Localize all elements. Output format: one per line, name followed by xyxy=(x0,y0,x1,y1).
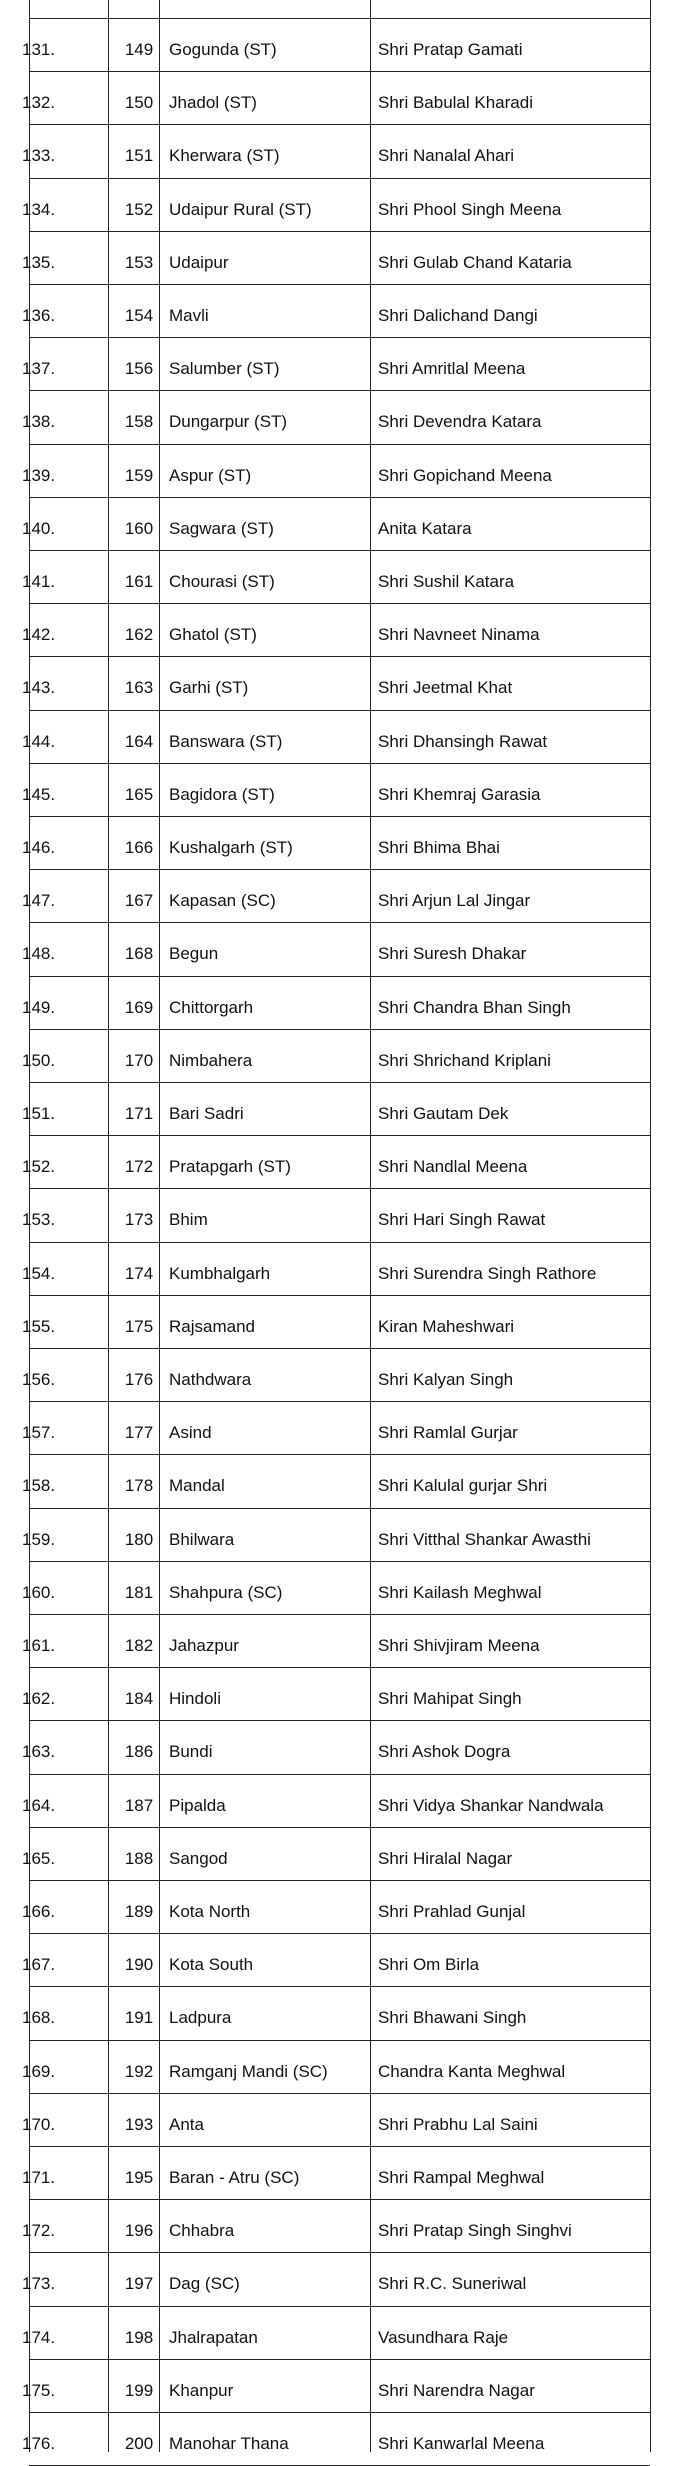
serial-number-cell: 154. xyxy=(22,1263,56,1283)
serial-number-cell: 144. xyxy=(22,731,56,751)
constituency-code-cell: 200 xyxy=(124,2434,154,2453)
constituency-code-cell: 174 xyxy=(124,1263,154,1283)
constituency-code-cell: 165 xyxy=(124,784,154,804)
constituency-code-cell: 153 xyxy=(124,252,154,272)
serial-number-cell: 156. xyxy=(22,1370,56,1389)
constituency-name-cell: Garhi (ST) xyxy=(169,678,249,698)
serial-number-cell: 133. xyxy=(22,146,56,166)
table-row xyxy=(0,284,700,337)
constituency-code-cell: 177 xyxy=(124,1423,154,1443)
member-name-cell: Shri Navneet Ninama xyxy=(378,625,540,645)
constituency-code-cell: 173 xyxy=(124,1210,154,1230)
constituency-code-cell: 176 xyxy=(124,1370,154,1389)
serial-number-cell: 174. xyxy=(22,2327,56,2347)
constituency-code-cell: 181 xyxy=(124,1582,154,1602)
member-name-cell: Shri Mahipat Singh xyxy=(378,1689,522,1709)
table-row xyxy=(0,1242,700,1295)
serial-number-cell: 153. xyxy=(22,1210,56,1230)
table-row xyxy=(0,1401,700,1454)
table-row xyxy=(0,1135,700,1188)
constituency-name-cell: Ramganj Mandi (SC) xyxy=(169,2061,328,2081)
member-name-cell: Shri Hari Singh Rawat xyxy=(378,1210,546,1230)
table-row xyxy=(0,1029,700,1082)
member-name-cell: Shri Amritlal Meena xyxy=(378,359,526,379)
table-row xyxy=(0,710,700,763)
member-name-cell: Shri Devendra Katara xyxy=(378,412,542,432)
constituency-name-cell: Mavli xyxy=(169,306,209,325)
table-row xyxy=(0,1880,700,1933)
member-name-cell: Shri Jeetmal Khat xyxy=(378,678,513,698)
serial-number-cell: 157. xyxy=(22,1423,56,1443)
member-name-cell: Shri Sushil Katara xyxy=(378,572,515,591)
table-row xyxy=(0,124,700,177)
constituency-code-cell: 178 xyxy=(124,1476,154,1496)
serial-number-cell: 143. xyxy=(22,678,56,698)
serial-number-cell: 167. xyxy=(22,1955,56,1975)
table-row xyxy=(0,390,700,443)
serial-number-cell: 165. xyxy=(22,1848,56,1868)
table-row xyxy=(0,444,700,497)
serial-number-cell: 149. xyxy=(22,997,56,1017)
table-row xyxy=(0,1986,700,2039)
serial-number-cell: 162. xyxy=(22,1689,56,1709)
serial-number-cell: 159. xyxy=(22,1529,56,1549)
serial-number-cell: 163. xyxy=(22,1742,56,1762)
serial-number-cell: 166. xyxy=(22,1902,56,1921)
constituency-name-cell: Sagwara (ST) xyxy=(169,518,274,538)
constituency-name-cell: Udaipur Rural (ST) xyxy=(169,199,312,219)
constituency-code-cell: 168 xyxy=(124,944,154,964)
table-row xyxy=(0,18,700,71)
constituency-code-cell: 195 xyxy=(124,2168,154,2187)
serial-number-cell: 147. xyxy=(22,891,56,911)
member-name-cell: Shri Shrichand Kriplani xyxy=(378,1050,551,1070)
table-row xyxy=(0,497,700,550)
serial-number-cell: 164. xyxy=(22,1795,56,1815)
constituency-code-cell: 158 xyxy=(124,412,154,432)
table-row xyxy=(0,1508,700,1561)
table-row xyxy=(0,1295,700,1348)
constituency-name-cell: Salumber (ST) xyxy=(169,359,280,379)
member-name-cell: Shri Vitthal Shankar Awasthi xyxy=(378,1529,591,1549)
member-name-cell: Shri Kanwarlal Meena xyxy=(378,2434,545,2453)
constituency-name-cell: Bundi xyxy=(169,1742,213,1762)
serial-number-cell: 171. xyxy=(22,2168,56,2187)
serial-number-cell: 132. xyxy=(22,93,56,113)
table-row xyxy=(0,2093,700,2146)
constituency-code-cell: 191 xyxy=(124,2008,154,2028)
table-row xyxy=(0,1082,700,1135)
constituency-name-cell: Kota North xyxy=(169,1902,251,1921)
serial-number-cell: 152. xyxy=(22,1157,56,1177)
member-name-cell: Shri Pratap Singh Singhvi xyxy=(378,2221,572,2241)
constituency-name-cell: Jahazpur xyxy=(169,1636,239,1655)
member-name-cell: Shri Bhima Bhai xyxy=(378,838,500,857)
serial-number-cell: 150. xyxy=(22,1050,56,1070)
serial-number-cell: 160. xyxy=(22,1582,56,1602)
table-row xyxy=(0,2040,700,2093)
constituency-code-cell: 162 xyxy=(124,625,154,645)
constituency-name-cell: Chittorgarh xyxy=(169,997,254,1017)
member-name-cell: Shri Nandlal Meena xyxy=(378,1157,528,1177)
member-name-cell: Shri Dalichand Dangi xyxy=(378,306,538,325)
constituency-name-cell: Bagidora (ST) xyxy=(169,784,275,804)
member-name-cell: Shri Kalulal gurjar Shri xyxy=(378,1476,548,1496)
serial-number-cell: 136. xyxy=(22,306,56,325)
serial-number-cell: 155. xyxy=(22,1316,56,1336)
member-name-cell: Shri Bhawani Singh xyxy=(378,2008,527,2028)
member-name-cell: Shri Narendra Nagar xyxy=(378,2380,535,2400)
constituency-name-cell: Shahpura (SC) xyxy=(169,1582,283,1602)
table-row xyxy=(0,2146,700,2199)
table-row xyxy=(0,2412,700,2465)
constituency-name-cell: Bhim xyxy=(169,1210,208,1230)
constituency-code-cell: 189 xyxy=(124,1902,154,1921)
serial-number-cell: 175. xyxy=(22,2380,56,2400)
member-name-cell: Shri Chandra Bhan Singh xyxy=(378,997,571,1017)
serial-number-cell: 142. xyxy=(22,625,56,645)
constituency-name-cell: Nimbahera xyxy=(169,1050,253,1070)
member-name-cell: Shri Babulal Kharadi xyxy=(378,93,533,113)
member-name-cell: Shri Ramlal Gurjar xyxy=(378,1423,518,1443)
constituency-code-cell: 198 xyxy=(124,2327,154,2347)
table-row xyxy=(0,1454,700,1507)
serial-number-cell: 158. xyxy=(22,1476,56,1496)
table-row xyxy=(0,2199,700,2252)
member-name-cell: Shri Gulab Chand Kataria xyxy=(378,252,572,272)
serial-number-cell: 131. xyxy=(22,40,56,59)
constituency-name-cell: Banswara (ST) xyxy=(169,731,283,751)
serial-number-cell: 134. xyxy=(22,199,56,219)
member-name-cell: Shri Phool Singh Meena xyxy=(378,199,562,219)
constituency-code-cell: 187 xyxy=(124,1795,154,1815)
constituency-code-cell: 197 xyxy=(124,2274,154,2294)
constituency-code-cell: 175 xyxy=(124,1316,154,1336)
constituency-name-cell: Pipalda xyxy=(169,1795,226,1815)
constituency-name-cell: Manohar Thana xyxy=(169,2434,289,2453)
constituency-name-cell: Hindoli xyxy=(169,1689,221,1709)
member-name-cell: Shri Ashok Dogra xyxy=(378,1742,511,1762)
serial-number-cell: 137. xyxy=(22,359,56,379)
constituency-name-cell: Bari Sadri xyxy=(169,1104,244,1123)
constituency-code-cell: 171 xyxy=(124,1104,154,1123)
serial-number-cell: 173. xyxy=(22,2274,56,2294)
constituency-name-cell: Kushalgarh (ST) xyxy=(169,838,293,857)
member-name-cell: Shri Prabhu Lal Saini xyxy=(378,2114,538,2134)
constituency-name-cell: Sangod xyxy=(169,1848,228,1868)
member-name-cell: Shri Gautam Dek xyxy=(378,1104,509,1123)
serial-number-cell: 141. xyxy=(22,572,56,591)
constituency-name-cell: Chhabra xyxy=(169,2221,235,2241)
table-row xyxy=(0,922,700,975)
constituency-name-cell: Baran - Atru (SC) xyxy=(169,2168,300,2187)
table-row xyxy=(0,178,700,231)
table-row xyxy=(0,2252,700,2305)
constituency-name-cell: Kumbhalgarh xyxy=(169,1263,271,1283)
table-row xyxy=(0,1720,700,1773)
constituency-code-cell: 160 xyxy=(124,518,154,538)
table-row xyxy=(0,550,700,603)
member-name-cell: Vasundhara Raje xyxy=(378,2327,509,2347)
member-name-cell: Shri Arjun Lal Jingar xyxy=(378,891,531,911)
constituency-name-cell: Anta xyxy=(169,2114,204,2134)
constituency-code-cell: 186 xyxy=(124,1742,154,1762)
member-name-cell: Shri Shivjiram Meena xyxy=(378,1636,540,1655)
constituency-name-cell: Khanpur xyxy=(169,2380,234,2400)
constituency-code-cell: 196 xyxy=(124,2221,154,2241)
table-row xyxy=(0,869,700,922)
constituency-name-cell: Ghatol (ST) xyxy=(169,625,257,645)
member-name-cell: Shri Om Birla xyxy=(378,1955,480,1975)
member-name-cell: Anita Katara xyxy=(378,518,472,538)
constituency-code-cell: 156 xyxy=(124,359,154,379)
constituency-code-cell: 149 xyxy=(124,40,154,59)
serial-number-cell: 170. xyxy=(22,2114,56,2134)
serial-number-cell: 176. xyxy=(22,2434,56,2453)
serial-number-cell: 140. xyxy=(22,518,56,538)
constituency-code-cell: 199 xyxy=(124,2380,154,2400)
constituency-name-cell: Begun xyxy=(169,944,219,964)
member-name-cell: Shri Kalyan Singh xyxy=(378,1370,514,1389)
constituency-code-cell: 167 xyxy=(124,891,154,911)
table-row xyxy=(0,2359,700,2412)
member-name-cell: Shri Kailash Meghwal xyxy=(378,1582,542,1602)
constituency-name-cell: Jhadol (ST) xyxy=(169,93,257,113)
serial-number-cell: 146. xyxy=(22,838,56,857)
constituency-name-cell: Udaipur xyxy=(169,252,229,272)
member-name-cell: Shri Hiralal Nagar xyxy=(378,1848,513,1868)
constituency-code-cell: 170 xyxy=(124,1050,154,1070)
table-row xyxy=(0,763,700,816)
table-row xyxy=(0,2306,700,2359)
constituency-name-cell: Kota South xyxy=(169,1955,254,1975)
constituency-name-cell: Nathdwara xyxy=(169,1370,252,1389)
constituency-code-cell: 152 xyxy=(124,199,154,219)
serial-number-cell: 139. xyxy=(22,465,56,485)
constituency-code-cell: 169 xyxy=(124,997,154,1017)
serial-number-cell: 169. xyxy=(22,2061,56,2081)
serial-number-cell: 148. xyxy=(22,944,56,964)
member-name-cell: Shri Gopichand Meena xyxy=(378,465,552,485)
serial-number-cell: 161. xyxy=(22,1636,56,1655)
serial-number-cell: 145. xyxy=(22,784,56,804)
table-row xyxy=(0,1667,700,1720)
table-row xyxy=(0,656,700,709)
table-row xyxy=(0,1348,700,1401)
member-name-cell: Shri Vidya Shankar Nandwala xyxy=(378,1795,604,1815)
member-name-cell: Shri Nanalal Ahari xyxy=(378,146,515,166)
serial-number-cell: 168. xyxy=(22,2008,56,2028)
constituency-code-cell: 182 xyxy=(124,1636,154,1655)
table-row xyxy=(0,71,700,124)
constituency-code-cell: 154 xyxy=(124,306,154,325)
constituency-code-cell: 172 xyxy=(124,1157,154,1177)
table-row xyxy=(0,1614,700,1667)
member-name-cell: Shri Pratap Gamati xyxy=(378,40,523,59)
member-name-cell: Shri Surendra Singh Rathore xyxy=(378,1263,597,1283)
constituency-code-cell: 163 xyxy=(124,678,154,698)
member-name-cell: Shri Dhansingh Rawat xyxy=(378,731,548,751)
member-name-cell: Kiran Maheshwari xyxy=(378,1316,515,1336)
constituency-name-cell: Aspur (ST) xyxy=(169,465,252,485)
table-row xyxy=(0,603,700,656)
member-name-cell: Shri Rampal Meghwal xyxy=(378,2168,545,2187)
constituency-name-cell: Kherwara (ST) xyxy=(169,146,280,166)
constituency-code-cell: 193 xyxy=(124,2114,154,2134)
constituency-name-cell: Mandal xyxy=(169,1476,225,1496)
constituency-name-cell: Gogunda (ST) xyxy=(169,40,277,59)
constituency-code-cell: 151 xyxy=(124,146,154,166)
constituency-name-cell: Pratapgarh (ST) xyxy=(169,1157,291,1177)
table-row xyxy=(0,976,700,1029)
constituency-code-cell: 188 xyxy=(124,1848,154,1868)
table-row xyxy=(0,1561,700,1614)
member-name-cell: Shri R.C. Suneriwal xyxy=(378,2274,527,2294)
serial-number-cell: 151. xyxy=(22,1104,56,1123)
serial-number-cell: 138. xyxy=(22,412,56,432)
constituency-name-cell: Kapasan (SC) xyxy=(169,891,276,911)
constituency-code-cell: 159 xyxy=(124,465,154,485)
constituency-code-cell: 180 xyxy=(124,1529,154,1549)
constituency-name-cell: Rajsamand xyxy=(169,1316,255,1336)
serial-number-cell: 172. xyxy=(22,2221,56,2241)
constituency-name-cell: Chourasi (ST) xyxy=(169,572,275,591)
table-row xyxy=(0,1827,700,1880)
table-row xyxy=(0,1774,700,1827)
table-row xyxy=(0,1188,700,1241)
constituency-code-cell: 166 xyxy=(124,838,154,857)
table-row xyxy=(0,231,700,284)
table-row xyxy=(0,816,700,869)
table-row xyxy=(0,1933,700,1986)
member-name-cell: Shri Khemraj Garasia xyxy=(378,784,541,804)
constituency-code-cell: 164 xyxy=(124,731,154,751)
constituency-code-cell: 190 xyxy=(124,1955,154,1975)
constituency-code-cell: 161 xyxy=(124,572,154,591)
constituency-name-cell: Dungarpur (ST) xyxy=(169,412,288,432)
constituency-code-cell: 192 xyxy=(124,2061,154,2081)
constituency-name-cell: Ladpura xyxy=(169,2008,232,2028)
table-row xyxy=(0,337,700,390)
member-name-cell: Shri Prahlad Gunjal xyxy=(378,1902,526,1921)
member-name-cell: Chandra Kanta Meghwal xyxy=(378,2061,566,2081)
constituency-code-cell: 150 xyxy=(124,93,154,113)
serial-number-cell: 135. xyxy=(22,252,56,272)
member-name-cell: Shri Suresh Dhakar xyxy=(378,944,527,964)
constituency-name-cell: Asind xyxy=(169,1423,212,1443)
constituency-code-cell: 184 xyxy=(124,1689,154,1709)
constituency-name-cell: Dag (SC) xyxy=(169,2274,240,2294)
constituency-name-cell: Jhalrapatan xyxy=(169,2327,258,2347)
constituency-name-cell: Bhilwara xyxy=(169,1529,235,1549)
